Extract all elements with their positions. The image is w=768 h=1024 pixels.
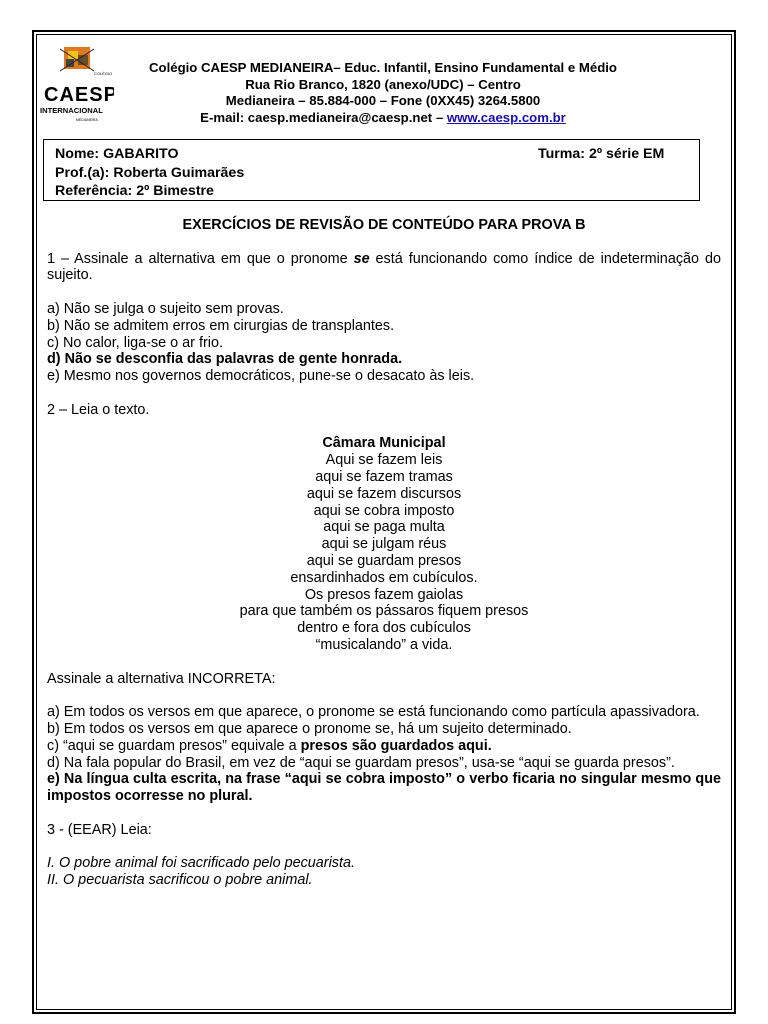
q1-pronoun: se [353,250,370,267]
poem-line: “musicalando” a vida. [315,636,453,653]
q1-option-c: c) No calor, liga-se o ar frio. [47,334,223,351]
poem-line: Aqui se fazem leis [325,452,443,469]
poem-line: aqui se cobra imposto [313,502,455,519]
student-name: Nome: GABARITO [55,146,179,162]
q2-option-d: d) Na fala popular do Brasil, em vez de “aqui se guardam presos”, usa-se “aqui se guarda presos”. [47,754,675,771]
poem-line: aqui se fazem discursos [306,485,462,502]
logo-small-bottom: MEDIANEIRA [76,118,98,122]
logo-caesp-text: CAESP [44,84,114,106]
q2-option-c-bold: presos são guardados aqui. [300,737,492,754]
poem-line: ensardinhados em cubículos. [290,569,478,586]
question-2-prompt: Assinale a alternativa INCORRETA: [47,670,276,687]
poem-title: Câmara Municipal [322,435,446,452]
q2-option-e-answer: e) Na língua culta escrita, na frase “aqui se cobra imposto” o verbo ficaria no singular mesmo que impostos ocorresse no plural. [47,771,721,805]
exercise-content [47,217,721,889]
poem-line: aqui se paga multa [323,519,445,536]
q3-sentence-i: I. O pobre animal foi sacrificado pelo pecuarista. [47,855,355,872]
poem-line: para que também os pássaros fiquem presos [239,603,529,620]
q1-text-start: 1 – Assinale a alternativa em que o pronome [47,250,354,267]
question-1 [47,251,721,285]
class-label: Turma: 2º série EM [538,146,665,162]
question-3-intro: 3 - (EEAR) Leia: [47,821,152,838]
school-phone-line: Medianeira – 85.884-000 – Fone (0XX45) 3264.5800 [225,93,541,108]
school-name-line: Colégio CAESP MEDIANEIRA– Educ. Infantil, Ensino Fundamental e Médio [149,60,617,75]
q3-sentence-ii: II. O pecuarista sacrificou o pobre animal. [47,872,313,889]
q1-option-e: e) Mesmo nos governos democráticos, pune-se o desacato às leis. [47,368,475,385]
poem-line: aqui se fazem tramas [315,468,453,485]
logo-small-top: COLÉGIO [94,71,113,76]
poem-line: Os presos fazem gaiolas [304,586,464,603]
poem-line: dentro e fora dos cubículos [297,620,471,637]
logo-internacional-text: INTERNACIONAL [40,106,103,115]
school-logo [40,45,114,123]
q1-option-d-answer: d) Não se desconfia das palavras de gente honrada. [47,351,403,368]
document-title: EXERCÍCIOS DE REVISÃO DE CONTEÚDO PARA PROVA B [182,217,586,233]
q1-text-end: está funcionando como índice de indeterminação do sujeito. [47,250,721,284]
q2-option-c-text: c) “aqui se guardam presos” equivale a [47,737,301,754]
q2-option-a: a) Em todos os versos em que aparece, o pronome se está funcionando como partícula apassivadora. [47,704,700,721]
student-info [55,145,244,201]
school-email: E-mail: caesp.medianeira@caesp.net – [200,109,447,125]
school-email-line [120,110,646,127]
teacher-name: Prof.(a): Roberta Guimarães [55,164,245,181]
q1-option-b: b) Não se admitem erros em cirurgias de transplantes. [47,317,395,334]
school-header [120,60,646,126]
poem-line: aqui se julgam réus [321,536,447,553]
reference-period: Referência: 2º Bimestre [55,183,214,199]
poem-line: aqui se guardam presos [306,552,462,569]
school-website-link[interactable]: www.caesp.com.br [446,109,566,125]
q2-option-b: b) Em todos os versos em que aparece o pronome se, há um sujeito determinado. [47,720,572,737]
school-address-line: Rua Rio Branco, 1820 (anexo/UDC) – Centro [245,76,521,92]
question-2-intro: 2 – Leia o texto. [47,401,150,418]
q2-option-c [47,738,721,755]
q1-option-a: a) Não se julga o sujeito sem provas. [47,300,284,317]
school-logo-graphic [40,45,114,123]
